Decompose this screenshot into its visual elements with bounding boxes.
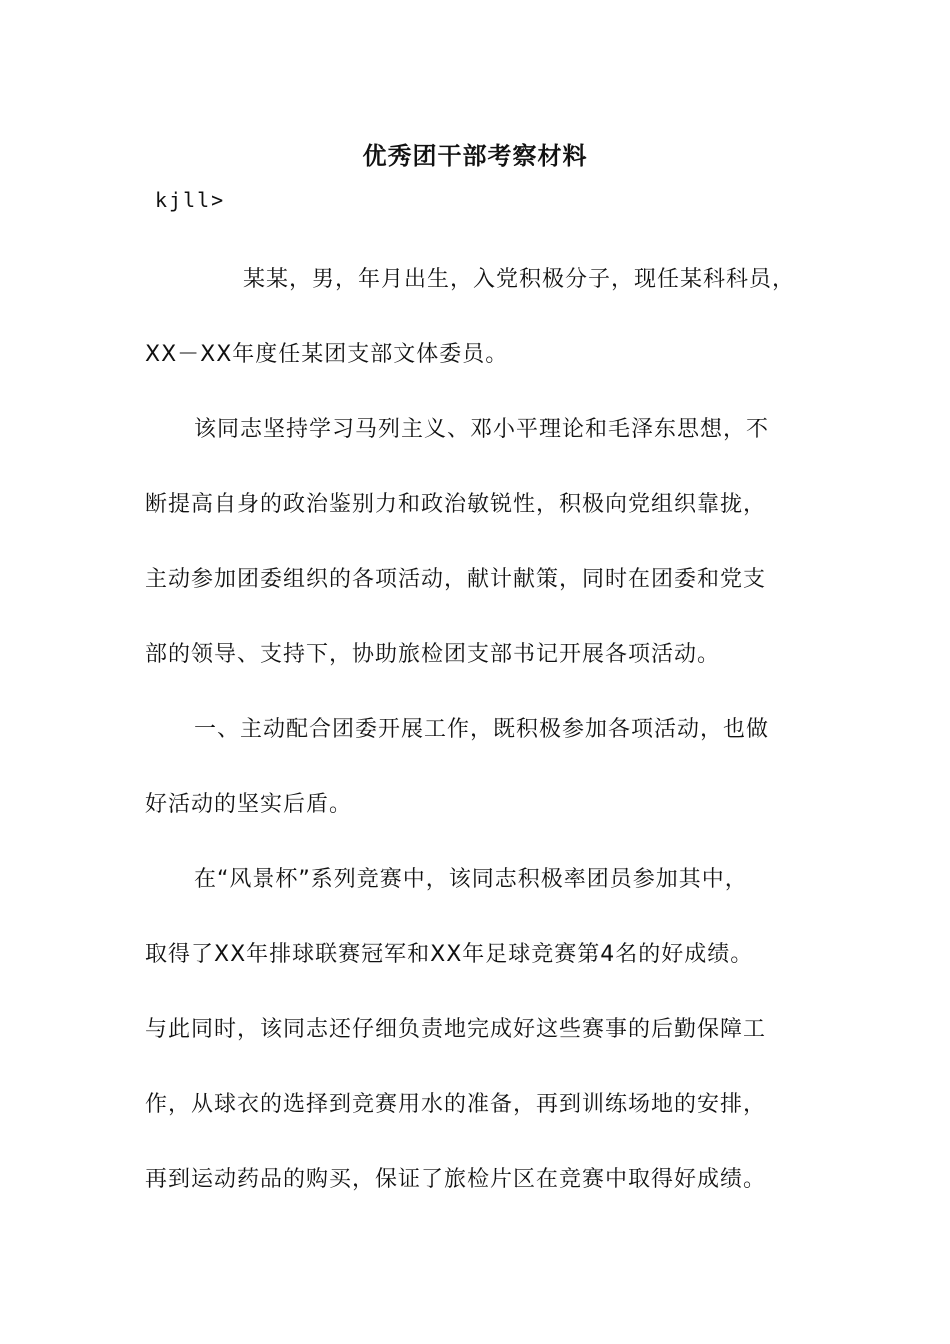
body-line: 主动参加团委组织的各项活动，献计献策，同时在团委和党支 xyxy=(145,567,767,592)
body-line: 作，从球衣的选择到竞赛用水的准备，再到训练场地的安排， xyxy=(145,1092,767,1117)
body-line: 一、主动配合团委开展工作，既积极参加各项活动，也做 xyxy=(194,717,770,742)
document-code: kjll> xyxy=(155,188,226,212)
document-title: 优秀团干部考察材料 xyxy=(362,142,588,170)
body-line: 取得了XX年排球联赛冠军和XX年足球竞赛第4名的好成绩。 xyxy=(145,942,754,967)
body-line: 断提高自身的政治鉴别力和政治敏锐性，积极向党组织靠拢， xyxy=(145,492,767,517)
body-line: 该同志坚持学习马列主义、邓小平理论和毛泽东思想，不 xyxy=(194,417,770,442)
body-line: 某某，男，年月出生，入党积极分子，现任某科科员， xyxy=(243,267,796,292)
body-line: XX－XX年度任某团支部文体委员。 xyxy=(145,342,509,367)
body-line: 部的领导、支持下，协助旅检团支部书记开展各项活动。 xyxy=(145,642,721,667)
body-line: 好活动的坚实后盾。 xyxy=(145,792,353,817)
body-line: 在“风景杯”系列竞赛中，该同志积极率团员参加其中， xyxy=(194,867,748,892)
body-line: 与此同时，该同志还仔细负责地完成好这些赛事的后勤保障工 xyxy=(145,1017,767,1042)
body-line: 再到运动药品的购买，保证了旅检片区在竞赛中取得好成绩。 xyxy=(145,1167,767,1192)
